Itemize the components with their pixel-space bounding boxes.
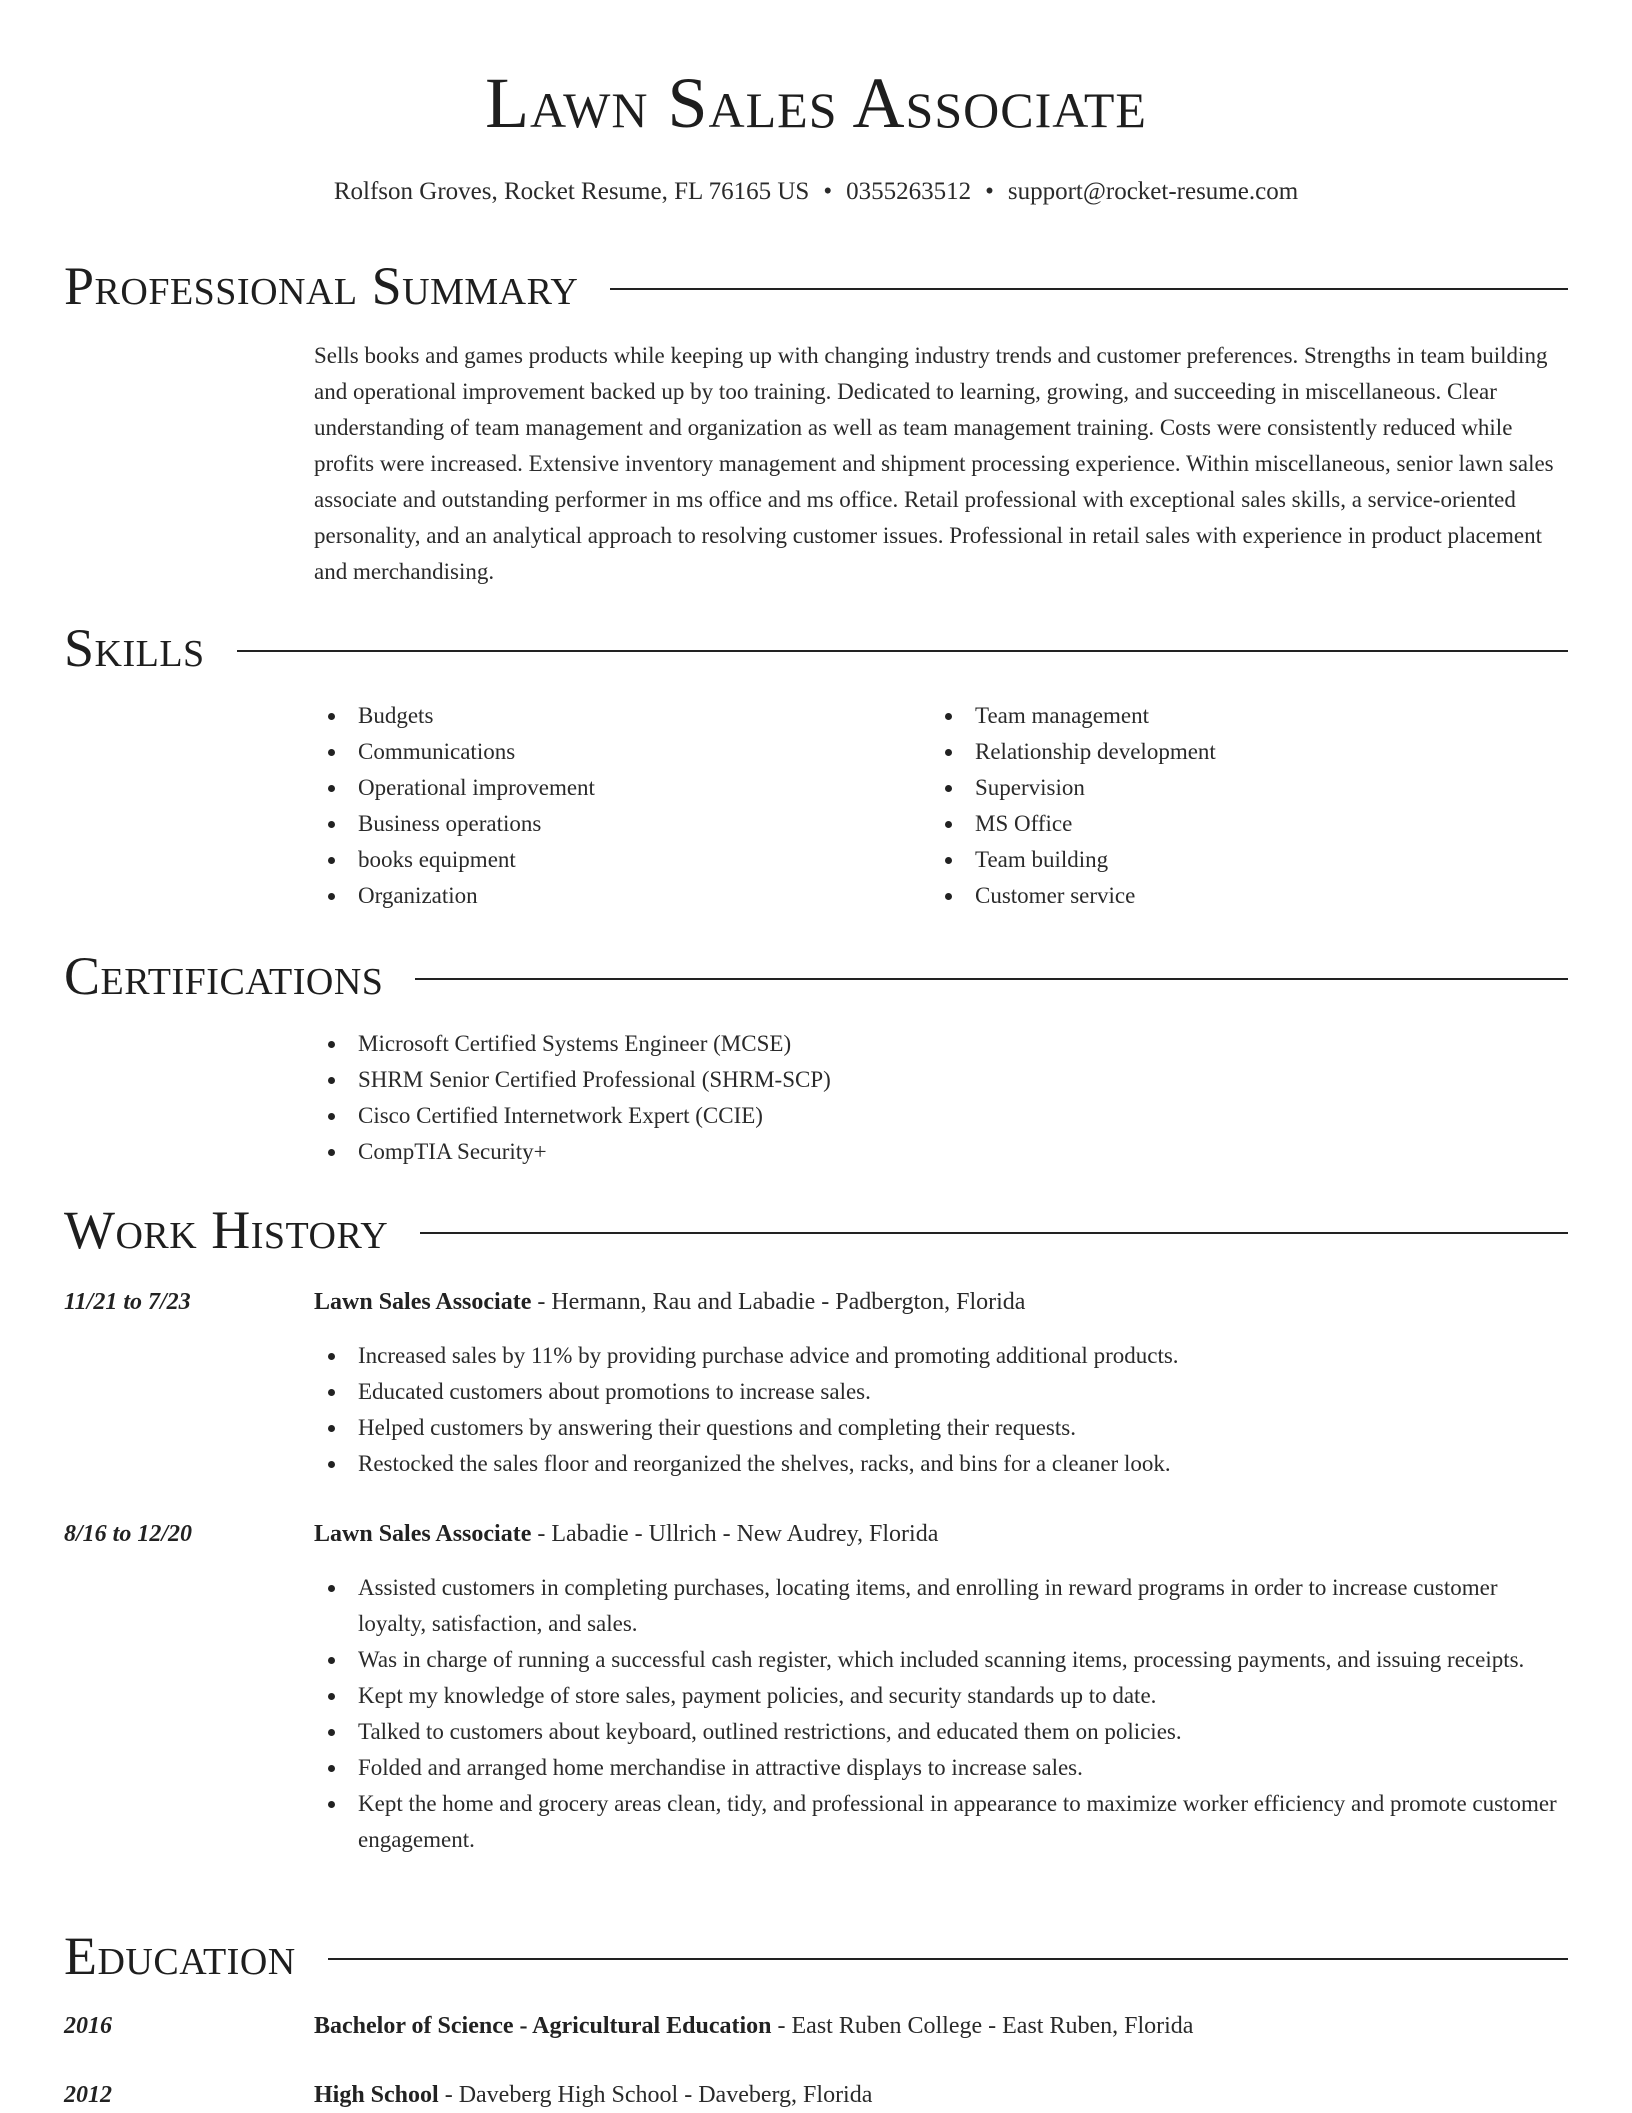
section-header-certifications — [64, 944, 1568, 1008]
skill-item: Budgets — [314, 698, 914, 734]
skill-item: MS Office — [931, 806, 1531, 842]
skills-list — [931, 698, 1531, 914]
job-bullets — [314, 1570, 1570, 1858]
skills-list — [314, 698, 914, 914]
job-bullet: Increased sales by 11% by providing purchase advice and promoting additional products. — [314, 1338, 1570, 1374]
job-bullet: Kept my knowledge of store sales, payment policies, and security standards up to date. — [314, 1678, 1570, 1714]
skill-item: Communications — [314, 734, 914, 770]
contact-address: Rolfson Groves, Rocket Resume, FL 76165 US — [333, 178, 810, 205]
section-title: Work History — [64, 1200, 389, 1260]
skill-item: Operational improvement — [314, 770, 914, 806]
job-title-line — [314, 1284, 1025, 1320]
job-bullet: Helped customers by answering their questions and completing their requests. — [314, 1410, 1570, 1446]
job-dates: 8/16 to 12/20 — [64, 1521, 193, 1547]
section-divider — [237, 650, 1568, 652]
job-bullet: Restocked the sales floor and reorganized the shelves, racks, and bins for a cleaner look. — [314, 1446, 1570, 1482]
contact-separator: • — [985, 178, 994, 205]
contact-line — [0, 176, 1632, 208]
section-header-skills — [64, 616, 1568, 680]
job-details: - Hermann, Rau and Labadie - Padbergton, Florida — [531, 1289, 1026, 1315]
education-degree: High School — [314, 2082, 439, 2108]
section-title: Skills — [64, 618, 205, 678]
job-bullet-list — [314, 1570, 1570, 1858]
section-divider — [420, 1232, 1568, 1234]
skill-item: Team building — [931, 842, 1531, 878]
job-bullet: Was in charge of running a successful cash register, which included scanning items, processing payments, and issuing receipts. — [314, 1642, 1570, 1678]
job-bullet: Educated customers about promotions to increase sales. — [314, 1374, 1570, 1410]
section-header-summary — [64, 254, 1568, 318]
job-details: - Labadie - Ullrich - New Audrey, Florida — [531, 1521, 939, 1547]
job-bullet: Assisted customers in completing purchases, locating items, and enrolling in reward programs in order to increase customer loyalty, satisfaction, and sales. — [314, 1570, 1570, 1642]
section-header-education — [64, 1924, 1568, 1988]
section-divider — [415, 978, 1568, 980]
job-dates: 11/21 to 7/23 — [64, 1289, 191, 1315]
contact-phone: 0355263512 — [846, 178, 972, 205]
skill-item: Relationship development — [931, 734, 1531, 770]
job-bullet: Kept the home and grocery areas clean, tidy, and professional in appearance to maximize worker efficiency and promote customer engagement. — [314, 1786, 1570, 1858]
contact-email: support@rocket-resume.com — [1007, 178, 1299, 205]
job-role: Lawn Sales Associate — [314, 1521, 532, 1547]
skill-item: books equipment — [314, 842, 914, 878]
education-line — [314, 2077, 872, 2113]
skill-item: Customer service — [931, 878, 1531, 914]
education-line — [314, 2008, 1193, 2044]
certification-item: SHRM Senior Certified Professional (SHRM-SCP) — [314, 1062, 1314, 1098]
skill-item: Organization — [314, 878, 914, 914]
education-year: 2012 — [64, 2082, 112, 2108]
education-year: 2016 — [64, 2013, 112, 2039]
certification-item: CompTIA Security+ — [314, 1134, 1314, 1170]
section-title: Certifications — [64, 946, 384, 1006]
job-title-line — [314, 1516, 938, 1552]
summary-text: Sells books and games products while keeping up with changing industry trends and customer preferences. Strengths in team building and operational improvement backed up by too training. Dedicated to learning, growing, and succeeding in miscellaneous. Clear understanding of team management and organization as well as team management training. Costs were consistently reduced while profits were increased. Extensive inventory management and shipment processing experience. Within miscellaneous, senior lawn sales associate and outstanding performer in ms office and ms office. Retail professional with exceptional sales skills, a service-oriented personality, and an analytical approach to resolving customer issues. Professional in retail sales with experience in product placement and merchandising. — [314, 343, 1554, 584]
resume-name: Lawn Sales Associate — [485, 63, 1147, 143]
skill-item: Business operations — [314, 806, 914, 842]
job-bullets — [314, 1338, 1570, 1482]
certifications-block — [314, 1026, 1314, 1170]
job-bullet: Talked to customers about keyboard, outlined restrictions, and educated them on policies. — [314, 1714, 1570, 1750]
section-title: Professional Summary — [64, 256, 579, 316]
certification-item: Microsoft Certified Systems Engineer (MCSE) — [314, 1026, 1314, 1062]
job-role: Lawn Sales Associate — [314, 1289, 532, 1315]
skills-column-right — [931, 698, 1531, 914]
certification-item: Cisco Certified Internetwork Expert (CCIE) — [314, 1098, 1314, 1134]
section-divider — [610, 288, 1568, 290]
skill-item: Team management — [931, 698, 1531, 734]
job-bullet: Folded and arranged home merchandise in attractive displays to increase sales. — [314, 1750, 1570, 1786]
education-details: - East Ruben College - East Ruben, Florida — [771, 2013, 1194, 2039]
job-bullet-list — [314, 1338, 1570, 1482]
skill-item: Supervision — [931, 770, 1531, 806]
section-header-work-history — [64, 1198, 1568, 1262]
section-divider — [328, 1958, 1568, 1960]
skills-column-left — [314, 698, 914, 914]
contact-separator: • — [823, 178, 833, 205]
certifications-list — [314, 1026, 1314, 1170]
education-details: - Daveberg High School - Daveberg, Florida — [438, 2082, 873, 2108]
section-title: Education — [64, 1926, 296, 1986]
education-degree: Bachelor of Science - Agricultural Education — [314, 2013, 772, 2039]
